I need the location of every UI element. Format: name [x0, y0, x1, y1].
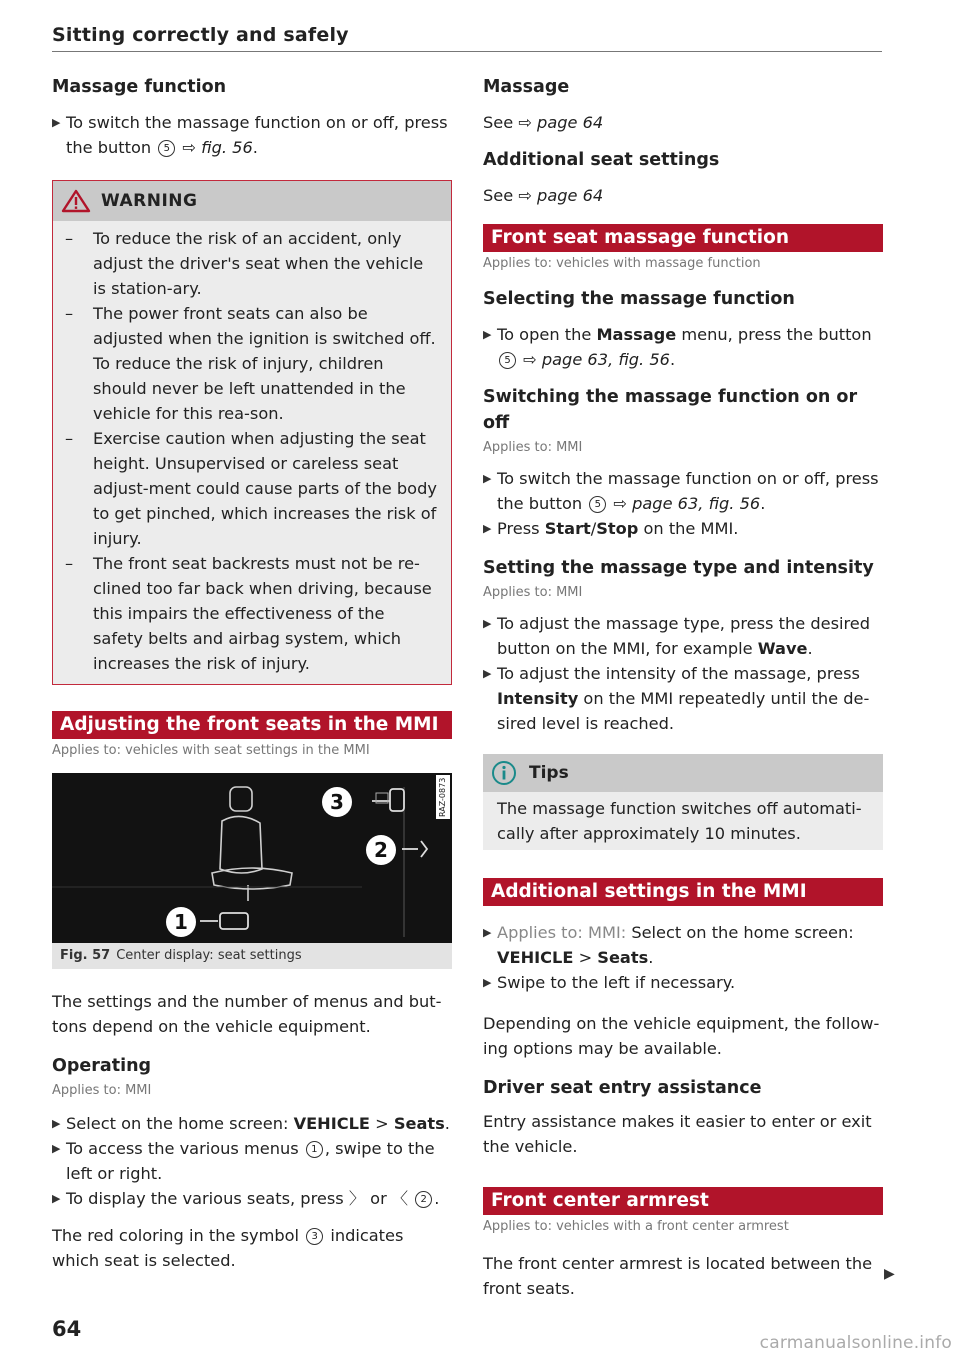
button-number-badge: 5: [499, 352, 516, 369]
massage-see: See ⇨ page 64: [483, 113, 604, 132]
additional-mmi-title: Additional settings in the MMI: [483, 878, 883, 906]
button-number-badge: 5: [158, 140, 175, 157]
settings-paragraph: The settings and the number of menus and but-tons depend on the vehicle equipment.: [52, 992, 442, 1036]
watermark: carmanualsonline.info: [759, 1333, 952, 1353]
additional-seat-see: See ⇨ page 64: [483, 186, 604, 205]
warning-item: – The front seat backrests must not be re-clined too far back when driving, because this impairs the effectiveness of the safety belts and airbag system, which increases the risk of injury.: [65, 554, 432, 673]
bullet-triangle-icon: ▶: [52, 1142, 61, 1155]
bullet-triangle-icon: ▶: [483, 976, 492, 989]
setting-type-applies: Applies to: MMI: [483, 585, 583, 600]
setting-type-heading: Setting the massage type and intensity: [483, 558, 874, 578]
selecting-heading: Selecting the massage function: [483, 289, 795, 309]
warning-title: WARNING: [101, 191, 198, 211]
button-number-badge: 5: [589, 496, 606, 513]
page-reference-link[interactable]: ⇨ page 63, fig. 56: [518, 350, 670, 369]
figure-image: [52, 773, 452, 943]
operating-heading: Operating: [52, 1056, 152, 1076]
callout-2: 2: [366, 835, 396, 865]
additional-seat-heading: Additional seat settings: [483, 150, 720, 170]
switching-bullet-2: ▶ Press Start/Stop on the MMI.: [483, 516, 883, 541]
operating-applies: Applies to: MMI: [52, 1083, 152, 1098]
figure-code: RAZ-0873: [436, 775, 450, 819]
selecting-bullet: ▶ To open the Massage menu, press the button 5 ⇨ page 63, fig. 56.: [483, 322, 883, 372]
bullet-triangle-icon: ▶: [52, 1192, 61, 1205]
warning-box: [52, 180, 452, 685]
tips-header: [483, 754, 883, 792]
callout-number-badge: 1: [306, 1141, 323, 1158]
header-rule: [52, 51, 882, 52]
callout-3: 3: [322, 787, 352, 817]
warning-item: – Exercise caution when adjusting the seat height. Unsupervised or careless seat adjust-ment could cause parts of the body to get pinched, which increases the risk of injury.: [65, 429, 437, 548]
right-column: [483, 74, 883, 1301]
warning-item: – The power front seats can also be adjusted when the ignition is switched off. To reduce the risk of injury, children should never be left unattended in the vehicle for this rea-son.: [65, 304, 436, 423]
bullet-triangle-icon: ▶: [52, 1117, 61, 1130]
massage-function-heading: Massage function: [52, 77, 227, 97]
front-seat-massage-applies: Applies to: vehicles with massage function: [483, 256, 761, 271]
red-coloring-paragraph: The red coloring in the symbol 3 indicates which seat is selected.: [52, 1226, 404, 1270]
adjusting-seats-title: Adjusting the front seats in the MMI: [52, 711, 452, 739]
page-reference-link[interactable]: ⇨ page 64: [518, 113, 604, 132]
continue-arrow-icon: ▶: [884, 1266, 895, 1282]
page-number: 64: [52, 1317, 82, 1341]
page-header: [52, 24, 882, 46]
callout-1: 1: [166, 907, 196, 937]
armrest-title: Front center armrest: [483, 1187, 883, 1215]
operating-bullet-1: ▶ Select on the home screen: VEHICLE > Seats.: [52, 1111, 452, 1136]
bullet-triangle-icon: ▶: [483, 926, 492, 939]
bullet-triangle-icon: ▶: [483, 522, 492, 535]
tips-title: Tips: [529, 763, 569, 783]
figure-57: [52, 773, 452, 969]
massage-heading: Massage: [483, 77, 570, 97]
massage-function-bullet: ▶ To switch the massage function on or off, press the button 5 ⇨ fig. 56.: [52, 110, 452, 160]
page-reference-link[interactable]: ⇨ page 63, fig. 56: [608, 494, 761, 513]
switching-applies: Applies to: MMI: [483, 440, 583, 455]
warning-header: [53, 181, 451, 221]
additional-mmi-bullet-2: ▶ Swipe to the left if necessary.: [483, 970, 883, 995]
figure-reference-link[interactable]: ⇨ fig. 56: [182, 138, 253, 157]
tips-body: [483, 792, 883, 850]
front-seat-massage-title: Front seat massage function: [483, 224, 883, 252]
adjusting-applies: Applies to: vehicles with seat settings in the MMI: [52, 743, 370, 758]
operating-bullet-2: ▶ To access the various menus 1 , swipe to the left or right.: [52, 1136, 452, 1186]
bullet-triangle-icon: ▶: [483, 472, 492, 485]
warning-triangle-icon: [61, 189, 91, 213]
armrest-applies: Applies to: vehicles with a front center armrest: [483, 1219, 789, 1234]
callout-number-badge: 2: [415, 1191, 432, 1208]
additional-mmi-bullet-1: ▶ Applies to: MMI: Select on the home screen: VEHICLE > Seats.: [483, 920, 883, 970]
warning-item: – To reduce the risk of an accident, only adjust the driver's seat when the vehicle is station-ary.: [65, 229, 424, 298]
setting-type-bullet-2: ▶ To adjust the intensity of the massage, press Intensity on the MMI repeatedly until the de-sired level is reached.: [483, 661, 883, 736]
warning-body: [53, 221, 451, 684]
bullet-triangle-icon: ▶: [483, 667, 492, 680]
page-reference-link[interactable]: ⇨ page 64: [518, 186, 604, 205]
entry-assist-text: Entry assistance makes it easier to enter or exit the vehicle.: [483, 1112, 872, 1156]
bullet-triangle-icon: ▶: [52, 116, 61, 129]
header-title: Sitting correctly and safely: [52, 24, 349, 46]
bullet-triangle-icon: ▶: [483, 617, 492, 630]
tips-text: The massage function switches off automati-cally after approximately 10 minutes.: [497, 799, 862, 843]
switching-bullet-1: ▶ To switch the massage function on or off, press the button 5 ⇨ page 63, fig. 56.: [483, 466, 883, 516]
figure-caption: Fig. 57 Center display: seat settings: [52, 943, 452, 969]
setting-type-bullet-1: ▶ To adjust the massage type, press the desired button on the MMI, for example Wave.: [483, 611, 883, 661]
callout-number-badge: 3: [306, 1228, 323, 1245]
equipment-paragraph: Depending on the vehicle equipment, the follow-ing options may be available.: [483, 1014, 880, 1058]
entry-assist-heading: Driver seat entry assistance: [483, 1078, 762, 1098]
tips-box: [483, 754, 883, 850]
armrest-text: The front center armrest is located between the front seats.: [483, 1254, 873, 1298]
left-column: [52, 74, 452, 1273]
bullet-triangle-icon: ▶: [483, 328, 492, 341]
operating-bullet-3: ▶ To display the various seats, press 〉 or 〈 2 .: [52, 1186, 452, 1211]
switching-heading: Switching the massage function on or off: [483, 387, 858, 433]
info-icon: [491, 760, 517, 786]
